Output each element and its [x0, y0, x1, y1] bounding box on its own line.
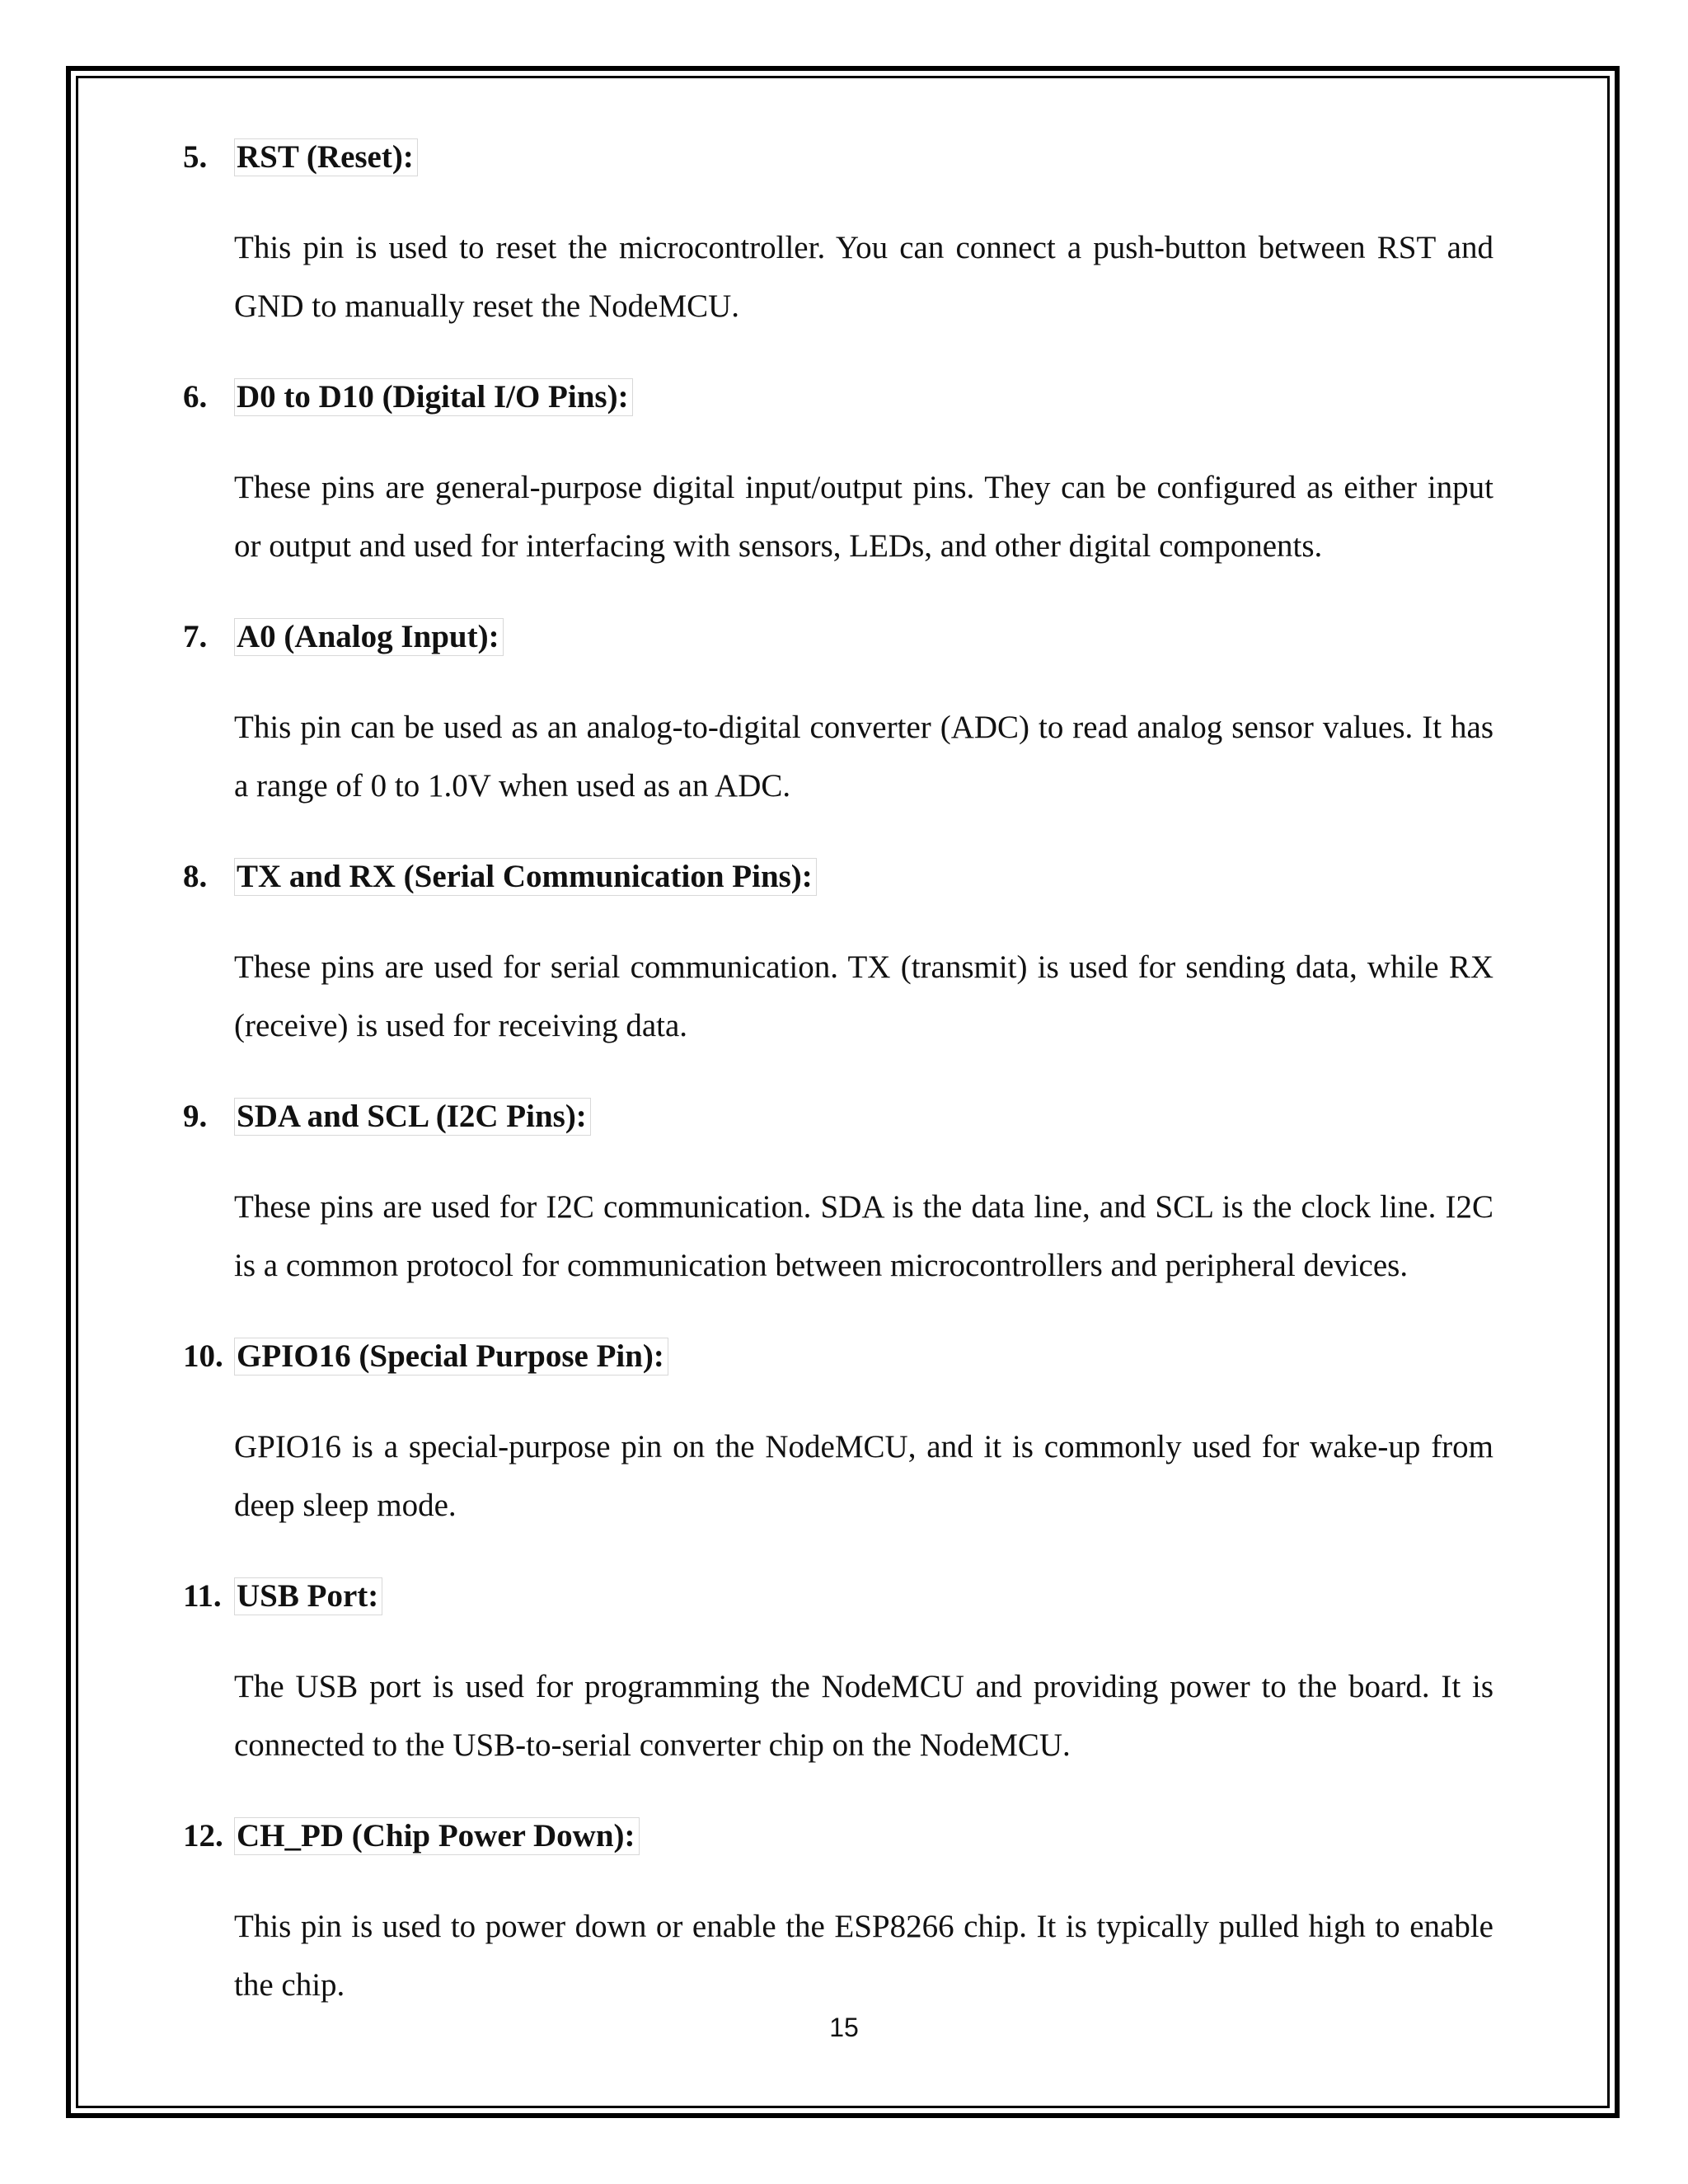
- item-description: These pins are general-purpose digital input/output pins. They can be configured as either input or output and used for interfacing with sensors, LEDs, and other digital components.: [234, 470, 1493, 564]
- item-heading: USB Port:: [234, 1567, 382, 1625]
- list-item-i2c: [183, 1087, 1493, 1295]
- item-number: 9.: [183, 1099, 208, 1134]
- list-item-digital-io: [183, 368, 1493, 575]
- item-number: 7.: [183, 619, 208, 654]
- item-heading: GPIO16 (Special Purpose Pin):: [234, 1327, 668, 1385]
- item-heading: TX and RX (Serial Communication Pins):: [234, 847, 817, 906]
- page-content: [183, 128, 1493, 2046]
- list-item-analog-input: [183, 607, 1493, 815]
- list-item-gpio16: [183, 1327, 1493, 1535]
- item-number: 12.: [183, 1818, 223, 1854]
- item-description: These pins are used for I2C communication. SDA is the data line, and SCL is the clock line. I2C is a common protocol for communication between microcontrollers and peripheral devices.: [234, 1189, 1493, 1283]
- page-number: 15: [829, 2013, 859, 2042]
- list-item-tx-rx: [183, 847, 1493, 1055]
- item-number: 6.: [183, 379, 208, 415]
- list-item-ch-pd: [183, 1807, 1493, 2014]
- item-heading: CH_PD (Chip Power Down):: [234, 1807, 640, 1865]
- item-heading: D0 to D10 (Digital I/O Pins):: [234, 368, 633, 426]
- item-description: These pins are used for serial communication. TX (transmit) is used for sending data, while RX (receive) is used for receiving data.: [234, 949, 1493, 1043]
- list-item-usb-port: [183, 1567, 1493, 1774]
- item-heading: A0 (Analog Input):: [234, 607, 504, 666]
- item-description: GPIO16 is a special-purpose pin on the NodeMCU, and it is commonly used for wake-up from deep sleep mode.: [234, 1429, 1493, 1523]
- item-description: This pin can be used as an analog-to-digital converter (ADC) to read analog sensor values. It has a range of 0 to 1.0V when used as an ADC.: [234, 710, 1493, 804]
- item-description: This pin is used to power down or enable the ESP8266 chip. It is typically pulled high to enable the chip.: [234, 1909, 1493, 2003]
- item-description: This pin is used to reset the microcontroller. You can connect a push-button between RST and GND to manually reset the NodeMCU.: [234, 230, 1493, 324]
- item-number: 10.: [183, 1338, 223, 1374]
- item-number: 11.: [183, 1578, 222, 1614]
- item-number: 8.: [183, 859, 208, 894]
- item-heading: SDA and SCL (I2C Pins):: [234, 1087, 591, 1146]
- list-item-rst: [183, 128, 1493, 335]
- item-heading: RST (Reset):: [234, 128, 418, 186]
- item-description: The USB port is used for programming the NodeMCU and providing power to the board. It is connected to the USB-to-serial converter chip on the NodeMCU.: [234, 1669, 1493, 1763]
- item-number: 5.: [183, 139, 208, 175]
